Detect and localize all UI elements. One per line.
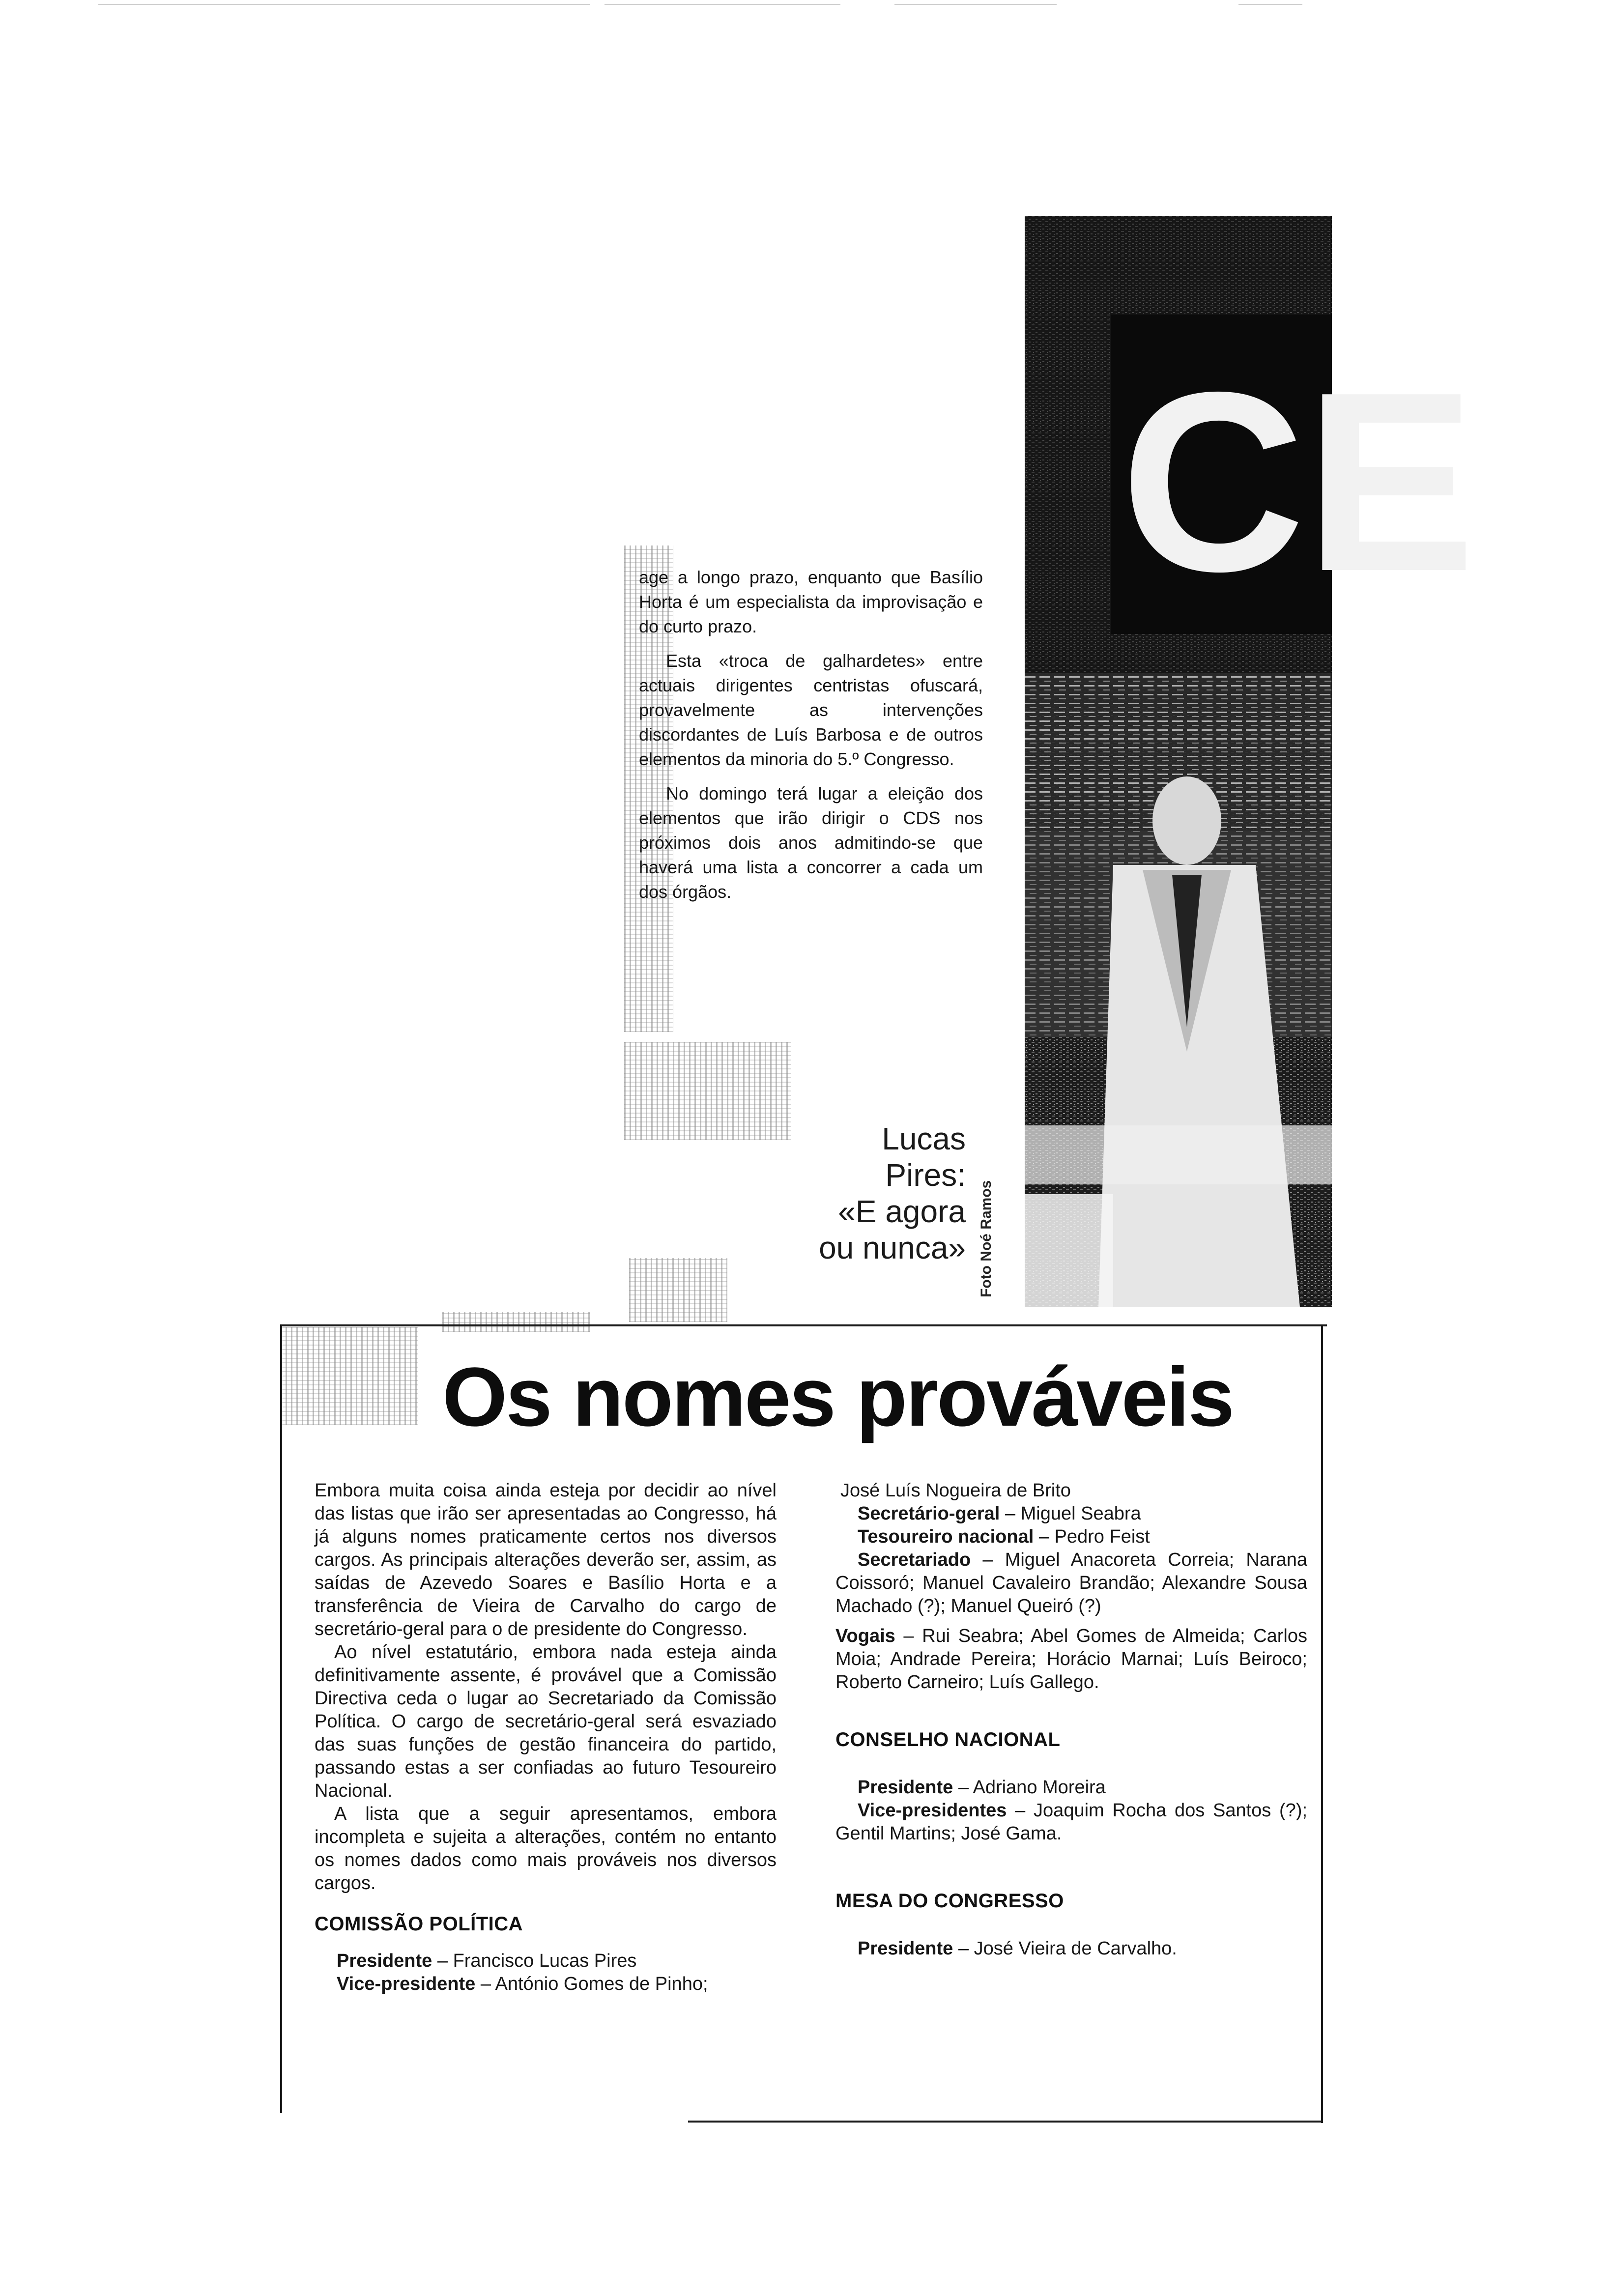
entry-dash: – [971, 1550, 1005, 1570]
photo-caption [819, 1120, 966, 1266]
entry-secretario-geral [835, 1502, 1307, 1525]
scan-edge-line [604, 4, 840, 5]
article-paragraph: Embora muita coisa ainda esteja por decidir ao nível das listas que irão ser apresentadas ao Congresso, há já alguns nomes praticamente certos nos diversos cargos. As principais alterações deverão ser, assim, as saídas de Azevedo Soares e Basílio Horta e a transferência de Vieira de Carvalho do cargo de secretário-geral para o de presidente do Congresso. [315, 1480, 777, 1639]
entry-comissao-vice [315, 1973, 777, 1996]
entry-dash: – [953, 1777, 973, 1798]
scan-edge-line [1238, 4, 1302, 5]
photo-credit-text: Foto Noé Ramos [978, 1180, 994, 1297]
entry-vogais [835, 1625, 1307, 1694]
news-photo [1025, 216, 1476, 1307]
entry-dash: – [1000, 1503, 1021, 1524]
entry-dash: – [475, 1974, 495, 1994]
article-headline: Os nomes prováveis [442, 1350, 1233, 1444]
entry-value: Miguel Anacoreta Correia; Narana Coissoró; Manuel Cavaleiro Brandão; Alexandre Sousa Machado (?); Manuel Queiró (?) [835, 1550, 1308, 1616]
caption-line: Lucas [882, 1121, 966, 1156]
entry-label: Vogais [835, 1626, 895, 1646]
entry-value: António Gomes de Pinho; [495, 1974, 708, 1994]
photo-credit [978, 1135, 1008, 1297]
section-heading-comissao: COMISSÃO POLÍTICA [315, 1913, 523, 1935]
entry-continuation: José Luís Nogueira de Brito [840, 1480, 1071, 1501]
entry-conselho-presidente [835, 1776, 1307, 1799]
entry-dash: – [1007, 1800, 1034, 1821]
entry-value: Rui Seabra; Abel Gomes de Almeida; Carlos Moia; Andrade Pereira; Horácio Marnai; Luís Beiroco; Roberto Carneiro; Luís Gallego. [835, 1626, 1307, 1693]
entry-label: Secretário-geral [858, 1503, 1000, 1524]
entry-label: Vice-presidente [337, 1974, 476, 1994]
section-heading-conselho: CONSELHO NACIONAL [835, 1729, 1061, 1751]
entry-tesoureiro [835, 1525, 1307, 1549]
scan-noise [280, 1327, 418, 1425]
article-box-border [1321, 1324, 1323, 2123]
entry-mesa-presidente [835, 1937, 1307, 1960]
scan-noise [442, 1312, 590, 1332]
entry-label: Presidente [858, 1777, 953, 1798]
photo-sign-text: CE [1121, 339, 1476, 625]
article-box-border [280, 1324, 1327, 1326]
article-paragraph: Ao nível estatutário, embora nada esteja ainda definitivamente assente, é provável que a Comissão Directiva ceda o lugar ao Secretariado da Comissão Política. O cargo de secretário-geral será esvaziado das suas funções de gestão financeira do partido, passando estas a ser confiadas ao futuro Tesoureiro Nacional. [315, 1642, 777, 1801]
entry-dash: – [1034, 1526, 1055, 1547]
entry-comissao-presidente [315, 1950, 777, 1973]
entry-label: Presidente [337, 1951, 432, 1971]
section-heading-mesa: MESA DO CONGRESSO [835, 1890, 1064, 1912]
entry-dash: – [953, 1938, 974, 1959]
article-box-border [280, 1324, 282, 2113]
article-box-border [688, 2121, 1322, 2123]
entry-dash: – [895, 1626, 922, 1646]
entry-label: Presidente [858, 1938, 953, 1959]
caption-line: ou nunca» [819, 1230, 966, 1265]
upper-paragraph: No domingo terá lugar a eleição dos elementos que irão dirigir o CDS nos próximos dois anos admitindo-se que haverá uma lista a concorrer a cada um dos órgãos. [639, 783, 983, 902]
upper-article-column [639, 565, 983, 914]
entry-value: Miguel Seabra [1020, 1503, 1141, 1524]
entry-value: Joaquim Rocha dos Santos (?); Gentil Martins; José Gama. [835, 1800, 1308, 1844]
entry-dash: – [432, 1951, 453, 1971]
entry-label: Secretariado [858, 1550, 971, 1570]
entry-value: Adriano Moreira [973, 1777, 1106, 1798]
caption-line: «E agora [838, 1194, 966, 1229]
scan-noise [629, 1258, 727, 1322]
entry-label: Vice-presidentes [858, 1800, 1007, 1821]
photo-image [1025, 216, 1476, 1307]
entry-label: Tesoureiro nacional [858, 1526, 1034, 1547]
scan-edge-line [894, 4, 1057, 5]
caption-line: Pires: [885, 1157, 966, 1193]
entry-secretariado [835, 1549, 1307, 1618]
scan-edge-line [98, 4, 590, 5]
entry-conselho-vice [835, 1799, 1307, 1845]
entry-value: Francisco Lucas Pires [453, 1951, 637, 1971]
entry-value: José Vieira de Carvalho. [974, 1938, 1177, 1959]
article-right-column [835, 1479, 1307, 1960]
article-left-column [315, 1479, 777, 1996]
upper-paragraph: age a longo prazo, enquanto que Basílio Horta é um especialista da improvisação e do curto prazo. [639, 567, 983, 636]
entry-value: Pedro Feist [1054, 1526, 1150, 1547]
scan-noise [624, 1042, 791, 1140]
article-paragraph: A lista que a seguir apresentamos, embora incompleta e sujeita a alterações, contém no entanto os nomes dados como mais prováveis nos diversos cargos. [315, 1804, 777, 1894]
upper-paragraph: Esta «troca de galhardetes» entre actuais dirigentes centristas ofuscará, provavelmente as intervenções discordantes de Luís Barbosa e de outros elementos da minoria do 5.º Congresso. [639, 651, 983, 769]
